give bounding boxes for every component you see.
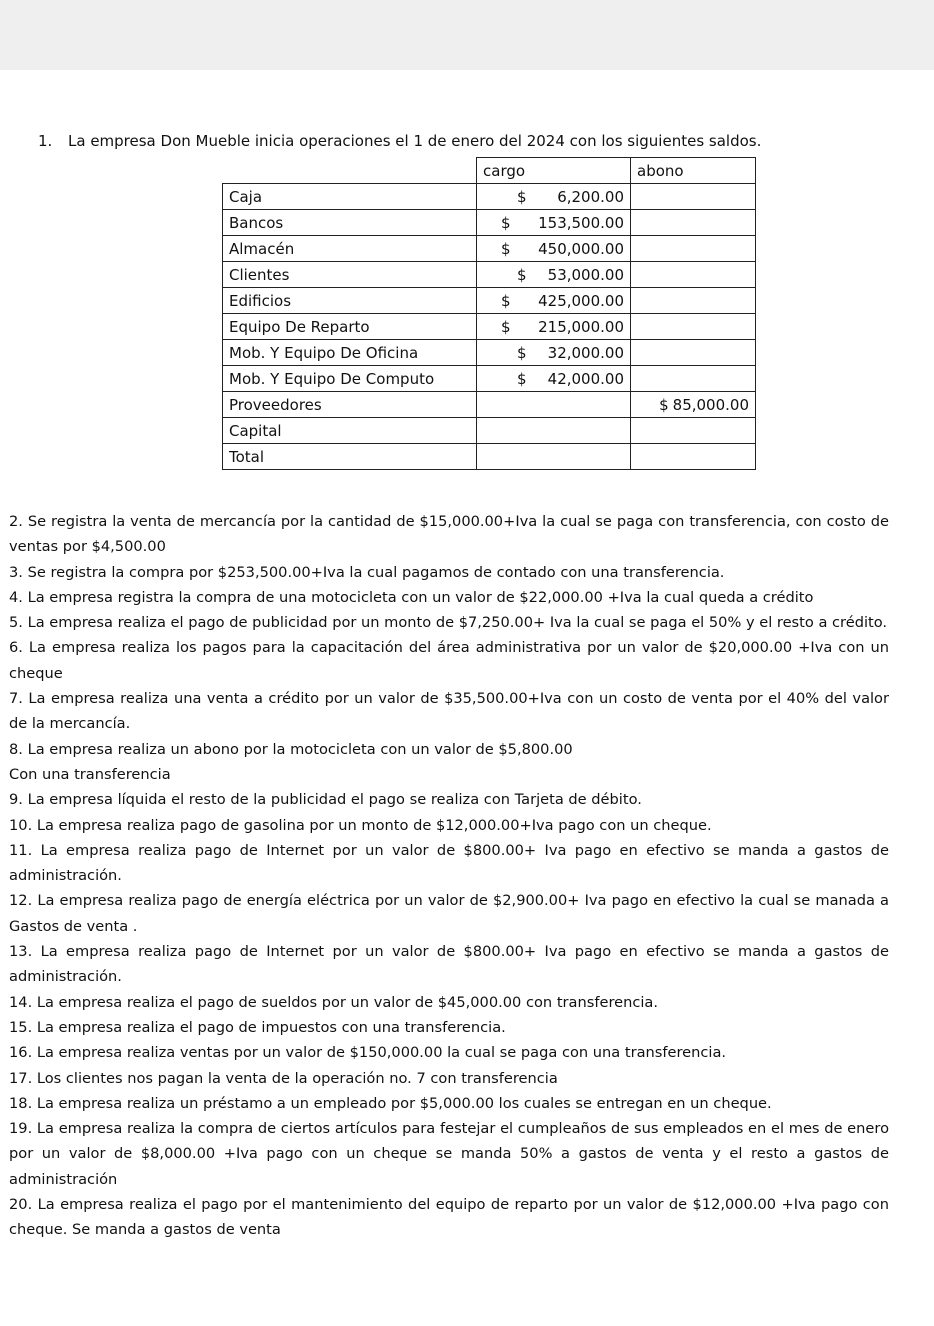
account-name: Capital [223,418,477,444]
abono-cell [631,418,756,444]
table-row [223,184,756,210]
cargo-cell [477,392,631,418]
top-gray-band [0,0,934,70]
exercise-item: 18. La empresa realiza un préstamo a un empleado por $5,000.00 los cuales se entregan en un cheque. [9,1094,772,1112]
abono-amount: 85,000.00 [672,395,749,414]
exercise-item: 5. La empresa realiza el pago de publicidad por un monto de $7,250.00+ Iva la cual se paga el 50% y el resto a crédito. [9,614,888,632]
currency-symbol: $ [659,395,669,414]
account-name: Edificios [223,288,477,314]
cargo-cell [477,262,631,288]
currency-symbol: $ [501,291,511,310]
currency-symbol: $ [501,213,511,232]
cargo-cell [477,444,631,470]
table-row [223,314,756,340]
exercise-item: 20. La empresa realiza el pago por el mantenimiento del equipo de reparto por un valor de $12,000.00 +Iva pago con cheque. Se manda a gastos de venta [9,1196,889,1239]
cargo-cell [477,210,631,236]
cargo-cell [477,366,631,392]
abono-cell [631,288,756,314]
currency-symbol: $ [501,239,511,258]
header-abono: abono [631,158,756,184]
exercise-item: 4. La empresa registra la compra de una motocicleta con un valor de $22,000.00 +Iva la cual queda a crédito [9,588,814,606]
heading-text: La empresa Don Mueble inicia operaciones el 1 de enero del 2024 con los siguientes saldos. [68,132,762,150]
abono-cell [631,314,756,340]
exercise-item: 2. Se registra la venta de mercancía por la cantidad de $15,000.00+Iva la cual se paga con transferencia, con costo de ventas por $4,500.00 [9,513,889,556]
exercise-item: 10. La empresa realiza pago de gasolina por un monto de $12,000.00+Iva pago con un cheque. [9,816,712,834]
abono-cell [631,184,756,210]
exercise-heading [38,131,918,151]
account-name: Equipo De Reparto [223,314,477,340]
cargo-cell [477,288,631,314]
abono-cell [631,366,756,392]
table-row [223,288,756,314]
cargo-cell [477,340,631,366]
table-row [223,444,756,470]
cargo-cell [477,418,631,444]
exercise-item: 17. Los clientes nos pagan la venta de la operación no. 7 con transferencia [9,1069,558,1087]
table-header-row [223,158,756,184]
currency-symbol: $ [517,265,527,284]
exercise-item: 3. Se registra la compra por $253,500.00+Iva la cual pagamos de contado con una transferencia. [9,563,725,581]
cargo-amount: 42,000.00 [547,369,624,388]
abono-cell [631,340,756,366]
cargo-amount: 53,000.00 [547,265,624,284]
account-name: Mob. Y Equipo De Computo [223,366,477,392]
abono-cell [631,262,756,288]
exercise-item: Con una transferencia [9,765,171,783]
abono-cell [631,444,756,470]
opening-balances-table [222,157,756,470]
cargo-amount: 32,000.00 [547,343,624,362]
exercise-item: 8. La empresa realiza un abono por la motocicleta con un valor de $5,800.00 [9,740,573,758]
abono-cell [631,210,756,236]
table-row [223,418,756,444]
account-name: Proveedores [223,392,477,418]
account-name: Mob. Y Equipo De Oficina [223,340,477,366]
exercise-item: 13. La empresa realiza pago de Internet por un valor de $800.00+ Iva pago en efectivo se manda a gastos de administración. [9,943,889,986]
header-blank [223,158,477,184]
cargo-cell [477,236,631,262]
table-body [223,184,756,470]
cargo-amount: 6,200.00 [557,187,624,206]
account-name: Clientes [223,262,477,288]
currency-symbol: $ [517,343,527,362]
abono-cell [631,392,756,418]
exercise-item: 15. La empresa realiza el pago de impuestos con una transferencia. [9,1018,506,1036]
currency-symbol: $ [501,317,511,336]
cargo-amount: 425,000.00 [538,291,624,310]
cargo-cell [477,314,631,340]
account-name: Caja [223,184,477,210]
table-row [223,340,756,366]
exercise-item: 11. La empresa realiza pago de Internet por un valor de $800.00+ Iva pago en efectivo se manda a gastos de administración. [9,841,889,885]
cargo-cell [477,184,631,210]
exercise-item: 6. La empresa realiza los pagos para la capacitación del área administrativa por un valor de $20,000.00 +Iva con un cheque [9,639,889,682]
account-name: Almacén [223,236,477,262]
currency-symbol: $ [517,369,527,388]
table-row [223,366,756,392]
account-name: Total [223,444,477,470]
table-row [223,210,756,236]
exercise-item: 14. La empresa realiza el pago de sueldos por un valor de $45,000.00 con transferencia. [9,993,659,1011]
table-row [223,262,756,288]
table-row [223,236,756,262]
cargo-amount: 215,000.00 [538,317,624,336]
exercise-items [9,509,889,1243]
exercise-item: 7. La empresa realiza una venta a crédito por un valor de $35,500.00+Iva con un costo de venta por el 40% del valor de la mercancía. [9,690,889,733]
currency-symbol: $ [517,187,527,206]
exercise-item: 16. La empresa realiza ventas por un valor de $150,000.00 la cual se paga con una transferencia. [9,1044,727,1062]
exercise-item: 9. La empresa líquida el resto de la publicidad el pago se realiza con Tarjeta de débito. [9,791,642,809]
table-row [223,392,756,418]
account-name: Bancos [223,210,477,236]
cargo-amount: 153,500.00 [538,213,624,232]
exercise-item: 19. La empresa realiza la compra de ciertos artículos para festejar el cumpleaños de sus empleados en el mes de enero por un valor de $8,000.00 +Iva pago con un cheque se manda 50% a gastos de venta y el resto a gastos de administración [9,1120,889,1188]
cargo-amount: 450,000.00 [538,239,624,258]
exercise-item: 12. La empresa realiza pago de energía eléctrica por un valor de $2,900.00+ Iva pago en efectivo la cual se manada a Gastos de venta . [9,892,889,935]
heading-number: 1. [38,132,53,150]
header-cargo: cargo [477,158,631,184]
abono-cell [631,236,756,262]
